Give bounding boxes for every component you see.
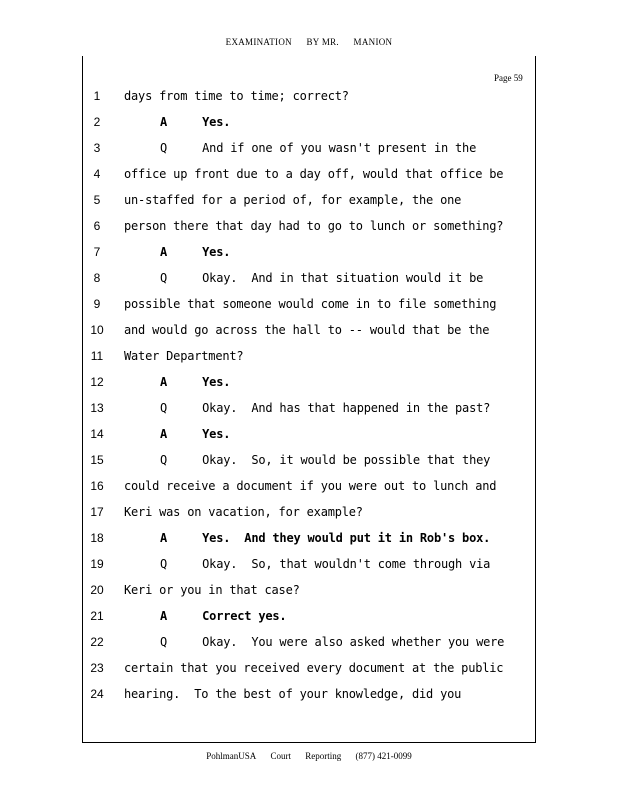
line-text: and would go across the hall to -- would that be the — [124, 323, 490, 337]
transcript-line — [0, 115, 618, 135]
line-number: 8 — [93, 271, 101, 285]
transcript-line — [0, 193, 618, 213]
line-number: 9 — [93, 297, 101, 311]
line-text: certain that you received every document at the public — [124, 661, 504, 675]
line-text: un-staffed for a period of, for example, the one — [124, 193, 462, 207]
transcript-line — [0, 479, 618, 499]
line-text: Q Okay. And has that happened in the past? — [160, 401, 491, 415]
line-number: 10 — [90, 323, 104, 337]
line-number: 15 — [90, 453, 104, 467]
line-text: Q Okay. And in that situation would it be — [160, 271, 484, 285]
line-number: 22 — [90, 635, 104, 649]
line-number: 24 — [90, 687, 104, 701]
line-number: 21 — [90, 609, 104, 623]
transcript-line — [0, 427, 618, 447]
transcript-line — [0, 635, 618, 655]
page-footer — [0, 751, 618, 761]
line-number: 23 — [90, 661, 104, 675]
line-text: Q And if one of you wasn't present in the — [160, 141, 477, 155]
page-number: Page 59 — [494, 73, 523, 83]
transcript-line — [0, 323, 618, 343]
line-text: Keri was on vacation, for example? — [124, 505, 363, 519]
line-number: 14 — [90, 427, 104, 441]
line-text: possible that someone would come in to file something — [124, 297, 497, 311]
footer-court: Court — [270, 751, 292, 761]
header-by: BY MR. — [306, 37, 339, 47]
transcript-line — [0, 245, 618, 265]
line-text: office up front due to a day off, would that office be — [124, 167, 504, 181]
line-number: 18 — [90, 531, 104, 545]
transcript-line — [0, 583, 618, 603]
line-number: 6 — [93, 219, 101, 233]
line-text: Q Okay. So, it would be possible that they — [160, 453, 491, 467]
line-text: hearing. To the best of your knowledge, did you — [124, 687, 462, 701]
answer-text: A Yes. — [160, 375, 231, 389]
line-text: person there that day had to go to lunch or something? — [124, 219, 504, 233]
answer-text: A Correct yes. — [160, 609, 287, 623]
line-number: 12 — [90, 375, 104, 389]
line-number: 7 — [93, 245, 101, 259]
line-text: Q Okay. So, that wouldn't come through via — [160, 557, 491, 571]
answer-text: A Yes. — [160, 115, 231, 129]
footer-company: PohlmanUSA — [206, 751, 257, 761]
line-number: 20 — [90, 583, 104, 597]
line-text: Water Department? — [124, 349, 244, 363]
line-number: 13 — [90, 401, 104, 415]
transcript-line — [0, 167, 618, 187]
answer-text: A Yes. — [160, 245, 231, 259]
page-header — [0, 37, 618, 47]
line-text: Q Okay. You were also asked whether you were — [160, 635, 505, 649]
line-number: 2 — [93, 115, 101, 129]
transcript-line — [0, 401, 618, 421]
line-number: 1 — [93, 89, 101, 103]
header-examiner: MANION — [353, 37, 393, 47]
answer-text: A Yes. And they would put it in Rob's box. — [160, 531, 491, 545]
transcript-line — [0, 453, 618, 473]
line-text: could receive a document if you were out to lunch and — [124, 479, 497, 493]
answer-text: A Yes. — [160, 427, 231, 441]
line-text: Keri or you in that case? — [124, 583, 300, 597]
footer-phone: (877) 421-0099 — [355, 751, 412, 761]
transcript-line — [0, 297, 618, 317]
transcript-line — [0, 531, 618, 551]
transcript-line — [0, 271, 618, 291]
transcript-line — [0, 687, 618, 707]
transcript-line — [0, 557, 618, 577]
line-number: 3 — [93, 141, 101, 155]
line-text: days from time to time; correct? — [124, 89, 349, 103]
line-number: 16 — [90, 479, 104, 493]
footer-reporting: Reporting — [305, 751, 342, 761]
line-number: 19 — [90, 557, 104, 571]
line-number: 4 — [93, 167, 101, 181]
transcript-line — [0, 661, 618, 681]
transcript-line — [0, 349, 618, 369]
line-number: 17 — [90, 505, 104, 519]
transcript-line — [0, 505, 618, 525]
transcript-line — [0, 609, 618, 629]
transcript-line — [0, 141, 618, 161]
header-examination: EXAMINATION — [225, 37, 292, 47]
line-number: 11 — [90, 349, 104, 363]
line-number: 5 — [93, 193, 101, 207]
transcript-line — [0, 89, 618, 109]
transcript-line — [0, 219, 618, 239]
transcript-line — [0, 375, 618, 395]
